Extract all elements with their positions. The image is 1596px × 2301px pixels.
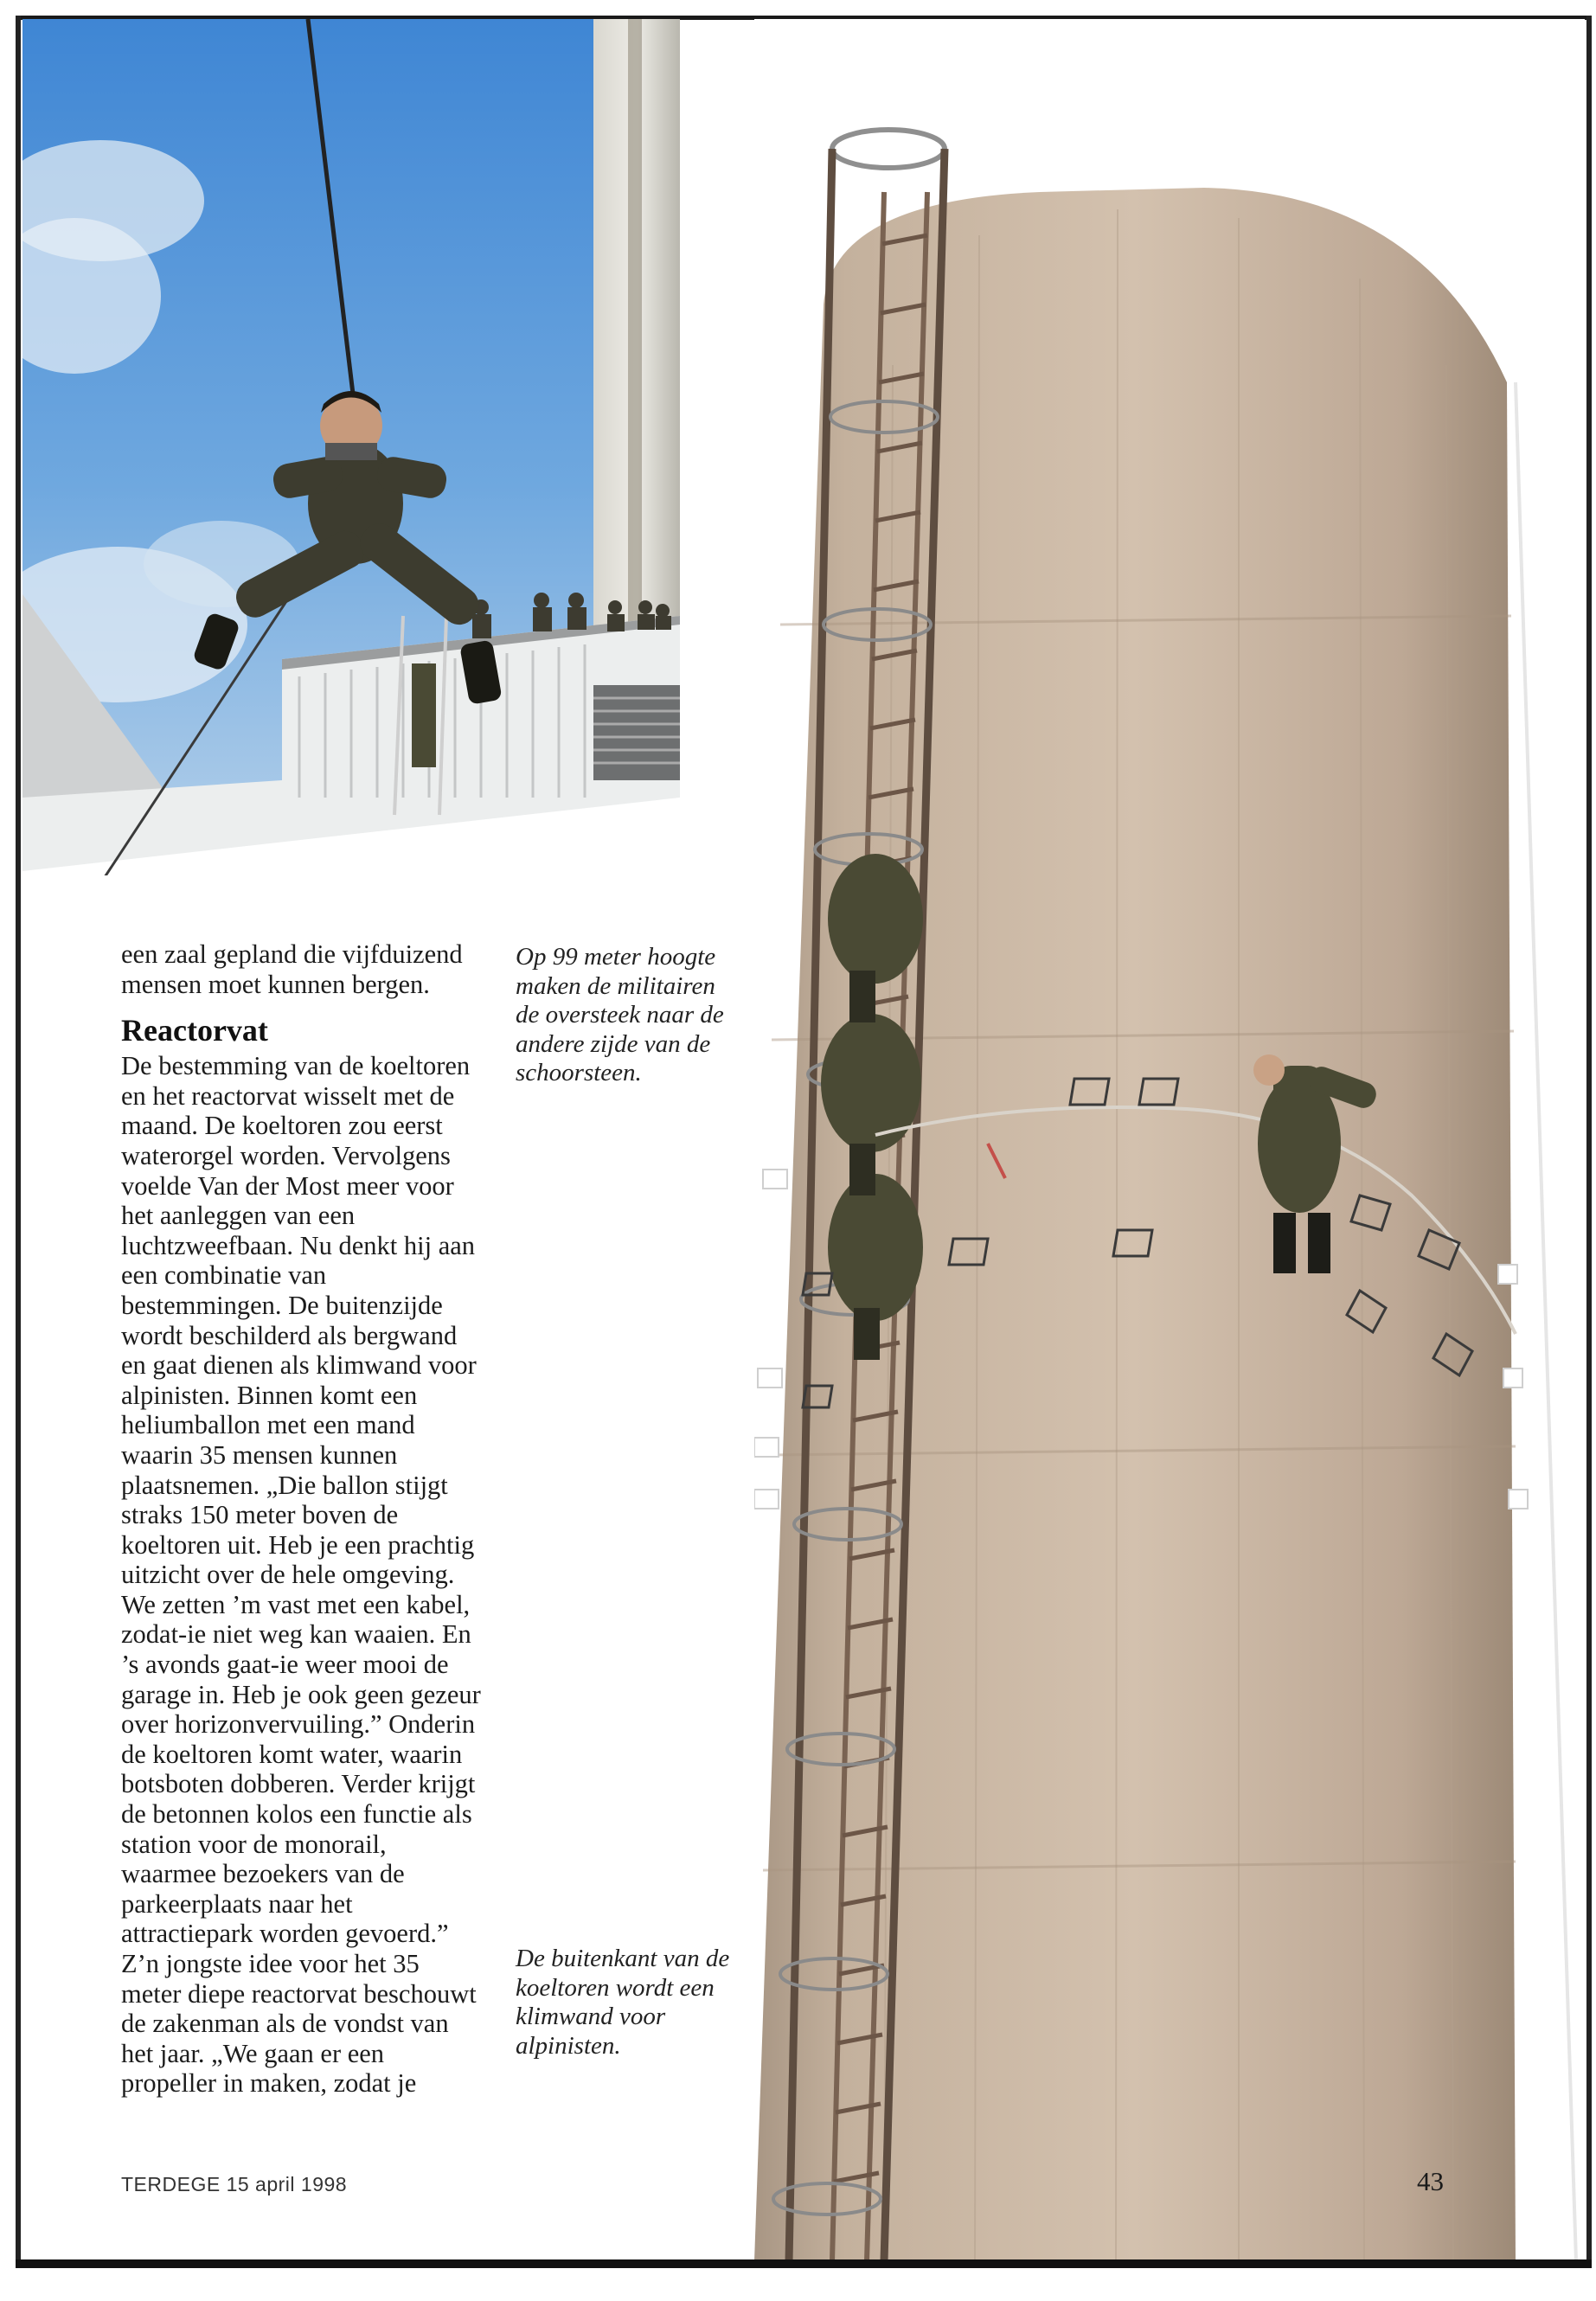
body-paragraph: De bestemming van de koeltoren en het reactorvat wisselt met de maand. De koeltoren zou eerst waterorgel worden. Vervolgens voelde Van der Most meer voor het aanleggen van een luchtzweefbaan. Nu denkt hij aan een combinatie van bestemmingen. De buitenzijde wordt beschilderd als bergwand en gaat dienen als klimwand voor alpinisten. Binnen komt een heliumballon met een mand waarin 35 mensen kunnen plaatsnemen. „Die ballon stijgt straks 150 meter boven de koeltoren uit. Heb je een prachtig uitzicht over de hele omgeving. We zetten ’m vast met een kabel, zodat-ie niet weg kan waaien. En ’s avonds gaat-ie weer mooi de garage in. Heb je ook geen gezeur over horizonvervuiling.” Onderin de koeltoren komt water, waarin botsboten dobberen. Verder krijgt de betonnen kolos een functie als station voor de monorail, waarmee bezoekers van de parkeerplaats naar het attractiepark worden gevoerd.” Z’n jongste idee voor het 35 meter diepe reactorvat beschouwt de zakenman als de vondst van het jaar. „We gaan er een propeller in maken, zodat je [121,1051,481,2099]
frame-bottom [16,2259,1592,2268]
page-number: 43 [1417,2166,1444,2196]
section-heading: Reactorvat [121,1013,268,1048]
photo-caption-1: Op 99 meter hoogte maken de militairen de oversteek naar de andere zijde van de schoorsteen. [516,943,724,1086]
frame-left [16,16,21,2268]
photo-caption-2: De buitenkant van de koeltoren wordt een klimwand voor alpinisten. [516,1945,730,2060]
abseiling-soldier-illustration [22,19,680,875]
cooling-tower-illustration [754,19,1585,2261]
frame-right [1586,16,1592,2268]
article-body [121,939,484,2099]
footer-source: TERDEGE 15 april 1998 [121,2173,348,2195]
cooling-tower-photo [754,19,1585,2261]
opening-paragraph: een zaal gepland die vijfduizend mensen moet kunnen bergen. [121,939,463,999]
abseiling-soldier-photo [22,19,680,875]
